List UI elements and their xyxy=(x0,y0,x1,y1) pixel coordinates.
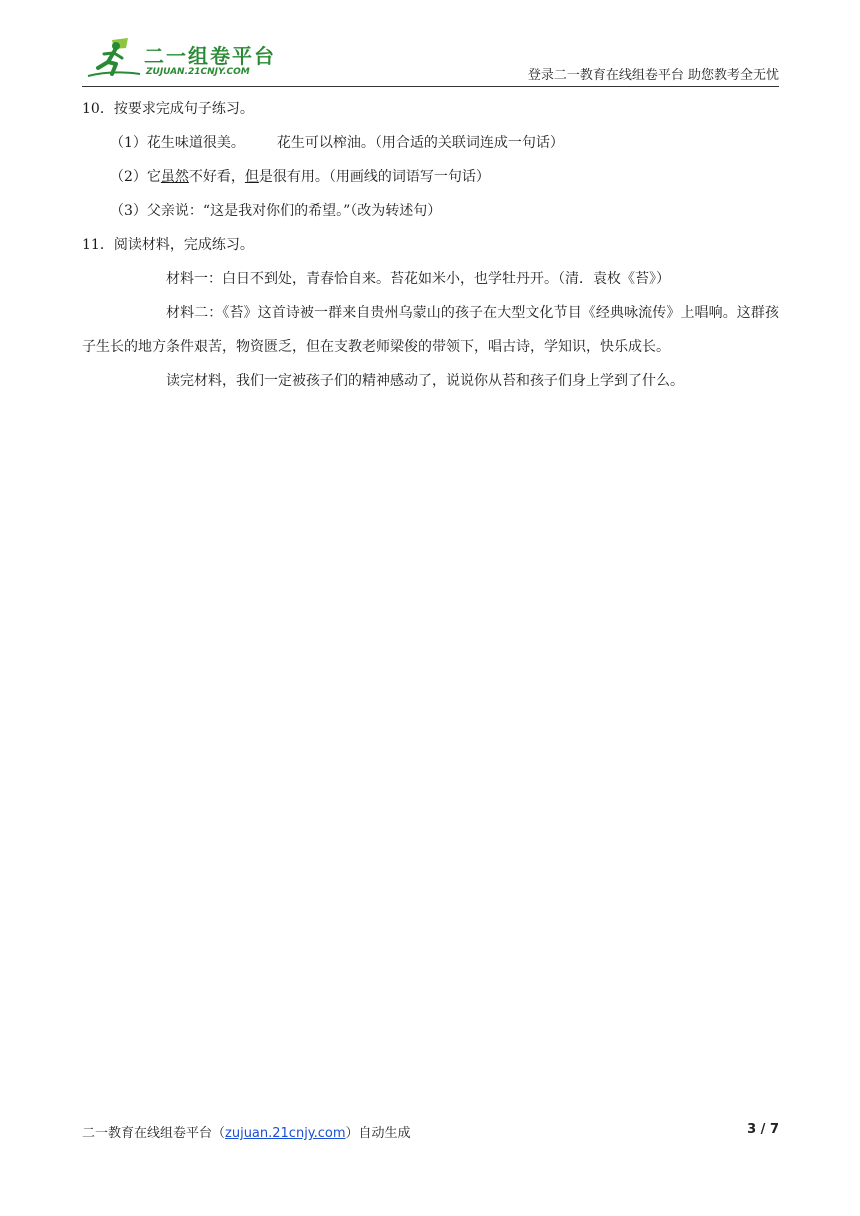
underlined-word-suiran: 虽然 xyxy=(160,169,189,185)
running-figure-logo-icon xyxy=(82,36,146,80)
question-10-item-2 xyxy=(82,160,779,194)
item-2-part-b: 不好看， xyxy=(188,169,245,185)
page-footer xyxy=(82,1122,779,1146)
material-2: 材料二：《苔》这首诗被一群来自贵州乌蒙山的孩子在大型文化节目《经典咏流传》上唱响。这群孩子生长的地方条件艰苦，物资匮乏，但在支教老师梁俊的带领下，唱古诗，学知识，快乐成长。 xyxy=(82,305,779,355)
question-10-title: 10．按要求完成句子练习。 xyxy=(82,101,254,117)
item-2-part-c: 是很有用。（用画线的词语写一句话） xyxy=(258,169,490,185)
question-10-item-1 xyxy=(82,126,779,160)
page-header xyxy=(82,34,779,87)
footer-prefix: 二一教育在线组卷平台（ xyxy=(82,1126,226,1141)
question-11-prompt: 读完材料，我们一定被孩子们的精神感动了，说说你从苔和孩子们身上学到了什么。 xyxy=(166,373,684,389)
header-slogan: 登录二一教育在线组卷平台 助您教考全无忧 xyxy=(527,68,779,83)
document-content xyxy=(82,92,779,398)
logo-domain: ZUJUAN.21CNJY.COM xyxy=(146,67,250,77)
question-11-title: 11．阅读材料，完成练习。 xyxy=(82,237,254,253)
question-10-item-3: （3）父亲说：“这是我对你们的希望。”（改为转述句） xyxy=(110,203,442,219)
logo-title: 二一组卷平台 xyxy=(144,44,276,68)
footer-suffix: ）自动生成 xyxy=(345,1126,411,1141)
item-1-part-a: （1）花生味道很美。 xyxy=(110,135,245,151)
page-number: 3 / 7 xyxy=(747,1122,779,1137)
footer-link[interactable]: zujuan.21cnjy.com xyxy=(225,1126,346,1141)
logo[interactable] xyxy=(82,34,282,84)
material-1: 材料一：白日不到处，青春恰自来。苔花如米小，也学牡丹开。（清．袁枚《苔》） xyxy=(166,271,670,287)
underlined-word-dan: 但 xyxy=(244,169,259,185)
footer-source xyxy=(82,1122,411,1141)
item-1-part-b: 花生可以榨油。（用合适的关联词连成一句话） xyxy=(276,135,564,151)
item-2-part-a: （2）它 xyxy=(110,169,161,185)
